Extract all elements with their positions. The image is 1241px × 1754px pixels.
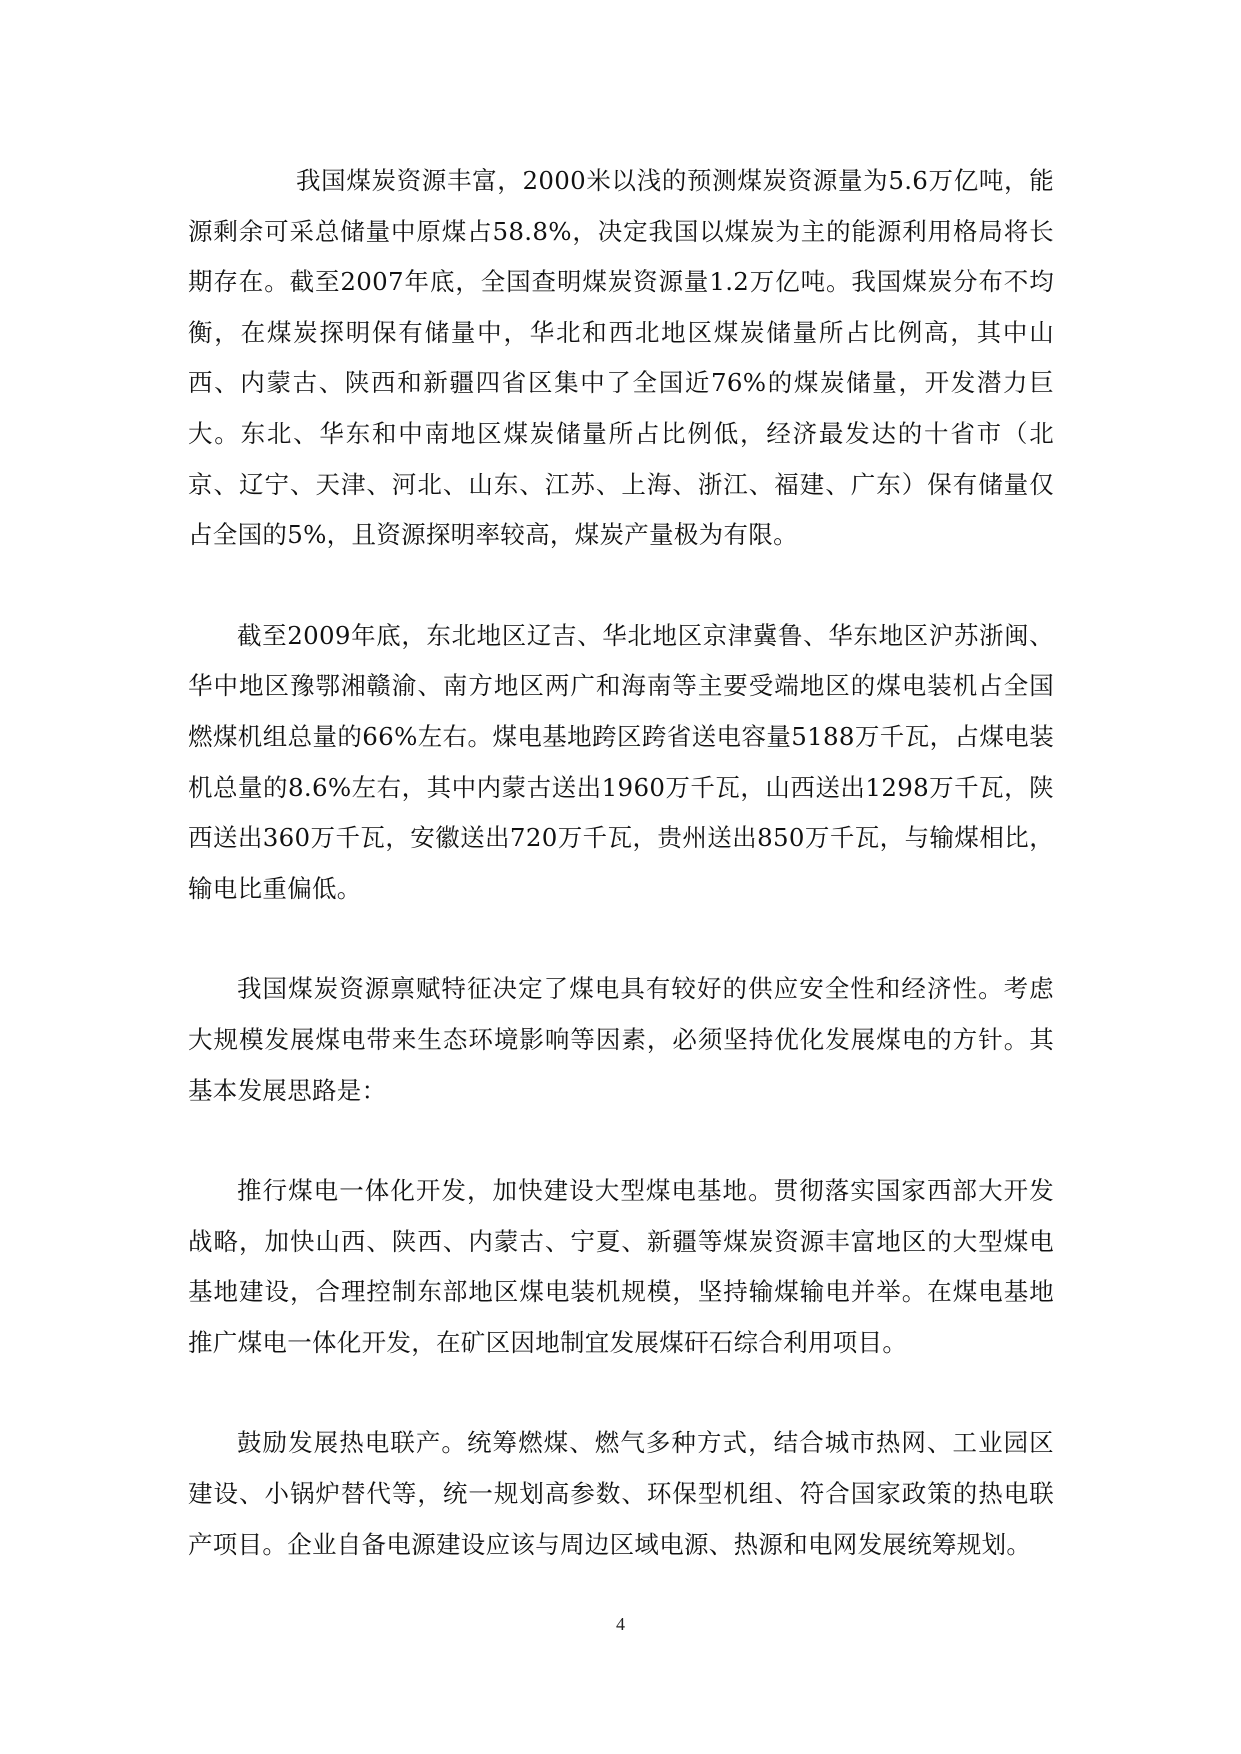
paragraph-coal-power-integration: 推行煤电一体化开发，加快建设大型煤电基地。贯彻落实国家西部大开发战略，加快山西、陕西、内蒙古、宁夏、新疆等煤炭资源丰富地区的大型煤电基地建设，合理控制东部地区煤电装机规模，坚持输煤输电并举。在煤电基地推广煤电一体化开发，在矿区因地制宜发展煤矸石综合利用项目。	[188, 1176, 1054, 1357]
paragraph-coal-power-capacity: 截至2009年底，东北地区辽吉、华北地区京津冀鲁、华东地区沪苏浙闽、华中地区豫鄂湘赣渝、南方地区两广和海南等主要受端地区的煤电装机占全国燃煤机组总量的66%左右。煤电基地跨区跨省送电容量5188万千瓦，占煤电装机总量的8.6%左右，其中内蒙古送出1960万千瓦，山西送出1298万千瓦，陕西送出360万千瓦，安徽送出720万千瓦，贵州送出850万千瓦，与输煤相比，输电比重偏低。	[188, 620, 1054, 903]
document-body	[188, 156, 1054, 1570]
paragraph-development-policy: 我国煤炭资源禀赋特征决定了煤电具有较好的供应安全性和经济性。考虑大规模发展煤电带来生态环境影响等因素，必须坚持优化发展煤电的方针。其基本发展思路是：	[188, 974, 1054, 1105]
paragraph-cogeneration: 鼓励发展热电联产。统筹燃煤、燃气多种方式，结合城市热网、工业园区建设、小锅炉替代等，统一规划高参数、环保型机组、符合国家政策的热电联产项目。企业自备电源建设应该与周边区域电源、热源和电网发展统筹规划。	[188, 1428, 1054, 1559]
page-number: 4	[616, 1614, 625, 1634]
paragraph-coal-resources: 我国煤炭资源丰富，2000米以浅的预测煤炭资源量为5.6万亿吨，能源剩余可采总储量中原煤占58.8%，决定我国以煤炭为主的能源利用格局将长期存在。截至2007年底，全国查明煤炭资源量1.2万亿吨。我国煤炭分布不均衡，在煤炭探明保有储量中，华北和西北地区煤炭储量所占比例高，其中山西、内蒙古、陕西和新疆四省区集中了全国近76%的煤炭储量，开发潜力巨大。东北、华东和中南地区煤炭储量所占比例低，经济最发达的十省市（北京、辽宁、天津、河北、山东、江苏、上海、浙江、福建、广东）保有储量仅占全国的5%，且资源探明率较高，煤炭产量极为有限。	[188, 166, 1054, 550]
